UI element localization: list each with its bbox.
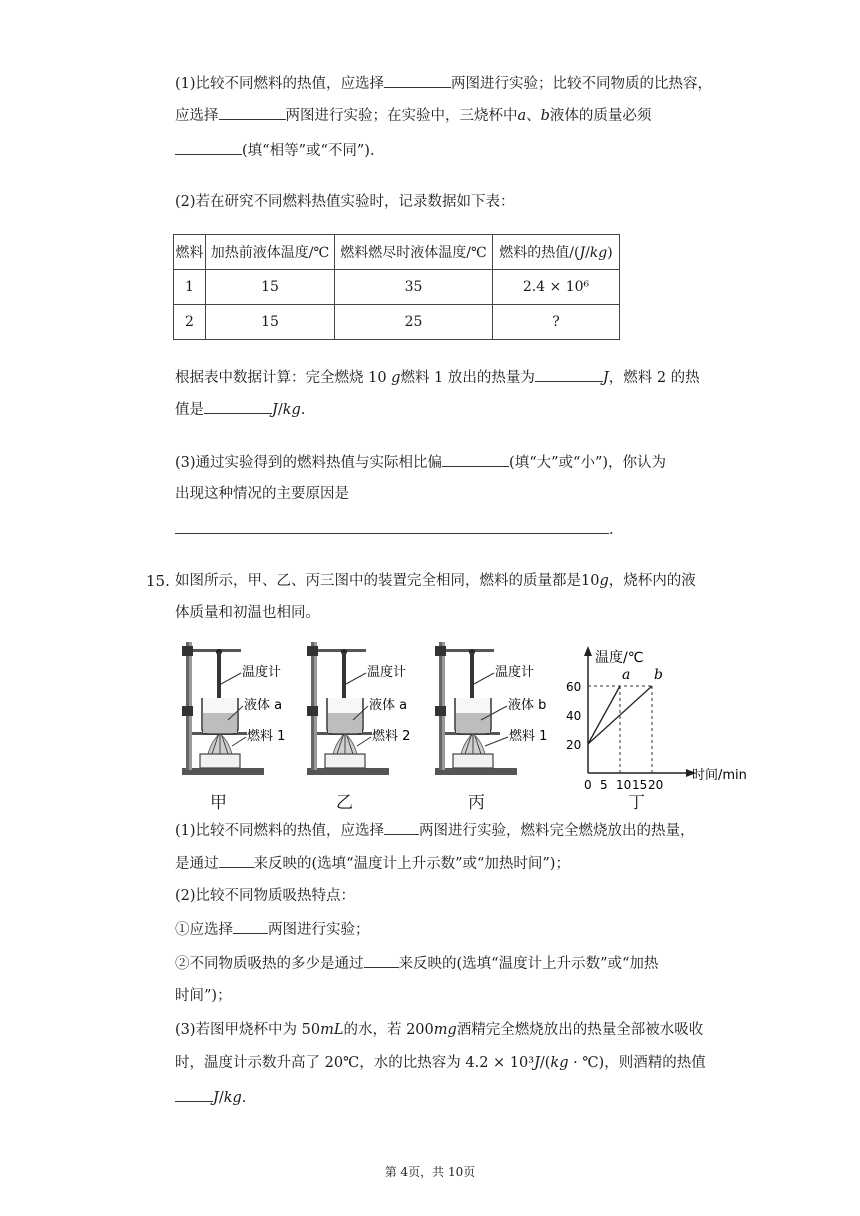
temperature-time-graph [566, 646, 747, 792]
q15-p3-line1: (3)若图甲烧杯中为 50𝑚𝐿的水，若 200𝑚𝑔酒精完全燃烧放出的热量全部被水吸收 [175, 1022, 704, 1038]
table-header-cell: 燃料的热值/(𝐽/𝑘𝑔) [493, 235, 620, 270]
label-fuel: 燃料 1 [247, 729, 286, 744]
x-tick-label: 10 [616, 778, 632, 792]
series-line-a [588, 686, 620, 744]
label-thermometer: 温度计 [495, 665, 535, 680]
q15-p1-line1: (1)比较不同燃料的热值，应选择 两图进行实验，燃料完全燃烧放出的热量， [175, 820, 695, 841]
y-tick-label: 40 [566, 709, 582, 723]
x-axis-label: 时间/min [692, 768, 747, 783]
label-thermometer: 温度计 [242, 665, 282, 680]
q14-p2-calc-line1: 根据表中数据计算：完全燃烧 10 𝑔燃料 1 放出的热量为 𝐽，燃料 2 的热 [175, 367, 700, 388]
label-liquid: 液体 a [369, 698, 408, 713]
q14-p2-intro: (2)若在研究不同燃料热值实验时，记录数据如下表： [175, 194, 515, 210]
table-row [174, 270, 620, 305]
q15-p2-i: ①应选择 两图进行实验； [175, 919, 370, 940]
answer-blank[interactable] [364, 953, 399, 968]
x-tick-label: 20 [648, 778, 664, 792]
stand-base [182, 768, 264, 775]
caption-jia: 甲 [210, 793, 227, 813]
table-header-row [174, 235, 620, 270]
q15-stem-line1: 如图所示，甲、乙、丙三图中的装置完全相同，燃料的质量都是10𝑔，烧杯内的液 [175, 573, 696, 589]
clamp [182, 646, 193, 656]
q14-p2-calc-line2: 值是 𝐽/𝑘𝑔. [175, 399, 305, 420]
caption-yi: 乙 [336, 793, 353, 813]
q14-p1-line3: (填“相等”或“不同”). [175, 140, 375, 161]
q14-p3-line1: (3)通过实验得到的燃料热值与实际相比偏 (填“大”或“小”)，你认为 [175, 452, 666, 473]
q15-p2-ii-line1: ②不同物质吸热的多少是通过 来反映的(选填“温度计上升示数”或“加热 [175, 953, 658, 974]
table-header-cell: 加热前液体温度/℃ [206, 235, 335, 270]
label-liquid: 液体 b [508, 698, 547, 713]
page-footer: 第 4页，共 10页 [384, 1165, 476, 1179]
label-fuel: 燃料 2 [372, 729, 411, 744]
table-cell: 15 [206, 270, 335, 305]
answer-blank[interactable] [204, 399, 272, 414]
question-number: 15. [146, 572, 170, 590]
table-cell: 1 [174, 270, 206, 305]
answer-blank[interactable] [175, 1087, 213, 1102]
q15-p3-line2: 时，温度计示数升高了 20℃，水的比热容为 4.2 × 10³𝐽/(𝑘𝑔 · ℃)，则酒精的热值 [175, 1055, 706, 1071]
x-tick-label: 0 [584, 778, 592, 792]
label-thermometer: 温度计 [367, 665, 407, 680]
x-tick-label: 5 [600, 778, 608, 792]
apparatus-bing [435, 642, 517, 775]
fuel-data-table [173, 234, 620, 340]
answer-blank[interactable] [442, 452, 509, 467]
table-cell: 25 [335, 305, 493, 340]
table-cell: 2 [174, 305, 206, 340]
table-cell: 15 [206, 305, 335, 340]
answer-blank[interactable] [175, 140, 242, 155]
table-cell: 35 [335, 270, 493, 305]
q15-p2-ii-line2: 时间”)； [175, 988, 232, 1004]
experiment-figure [172, 628, 772, 817]
answer-blank[interactable] [384, 820, 419, 835]
x-tick-label: 15 [632, 778, 648, 792]
label-liquid: 液体 a [244, 698, 283, 713]
q15-p3-line3: 𝐽/𝑘𝑔. [175, 1087, 246, 1108]
series-label-b: b [654, 667, 663, 683]
y-tick-label: 20 [566, 738, 582, 752]
answer-blank[interactable] [175, 519, 609, 534]
answer-blank[interactable] [219, 105, 286, 120]
y-axis-label: 温度/℃ [595, 650, 644, 666]
answer-blank[interactable] [219, 853, 254, 868]
answer-blank[interactable] [535, 367, 603, 382]
q14-p1-line1: (1)比较不同燃料的热值，应选择 两图进行实验；比较不同物质的比热容， [175, 73, 712, 94]
table-header-cell: 燃料燃尽时液体温度/℃ [335, 235, 493, 270]
fuel-burner [200, 754, 240, 768]
caption-bing: 丙 [468, 793, 485, 813]
table-cell: ? [493, 305, 620, 340]
q15-p1-line2: 是通过 来反映的(选填“温度计上升示数”或“加热时间”)； [175, 853, 570, 874]
label-fuel: 燃料 1 [509, 729, 548, 744]
table-cell: 2.4 × 10⁶ [493, 270, 620, 305]
q14-p3-line2: 出现这种情况的主要原因是 [175, 486, 349, 502]
answer-blank[interactable] [233, 919, 268, 934]
q15-p2: (2)比较不同物质吸热特点： [175, 888, 356, 904]
q14-p3-line3: . [175, 519, 614, 540]
series-label-a: a [622, 667, 631, 683]
q14-p1-line2: 应选择 两图进行实验；在实验中，三烧杯中𝑎、𝑏液体的质量必须 [175, 105, 651, 126]
answer-blank[interactable] [384, 73, 451, 88]
q15-stem-line2: 体质量和初温也相同。 [175, 605, 320, 621]
apparatus-diagrams [172, 628, 772, 813]
caption-ding: 丁 [628, 793, 645, 813]
y-tick-label: 60 [566, 680, 582, 694]
table-header-cell: 燃料 [174, 235, 206, 270]
table-row [174, 305, 620, 340]
